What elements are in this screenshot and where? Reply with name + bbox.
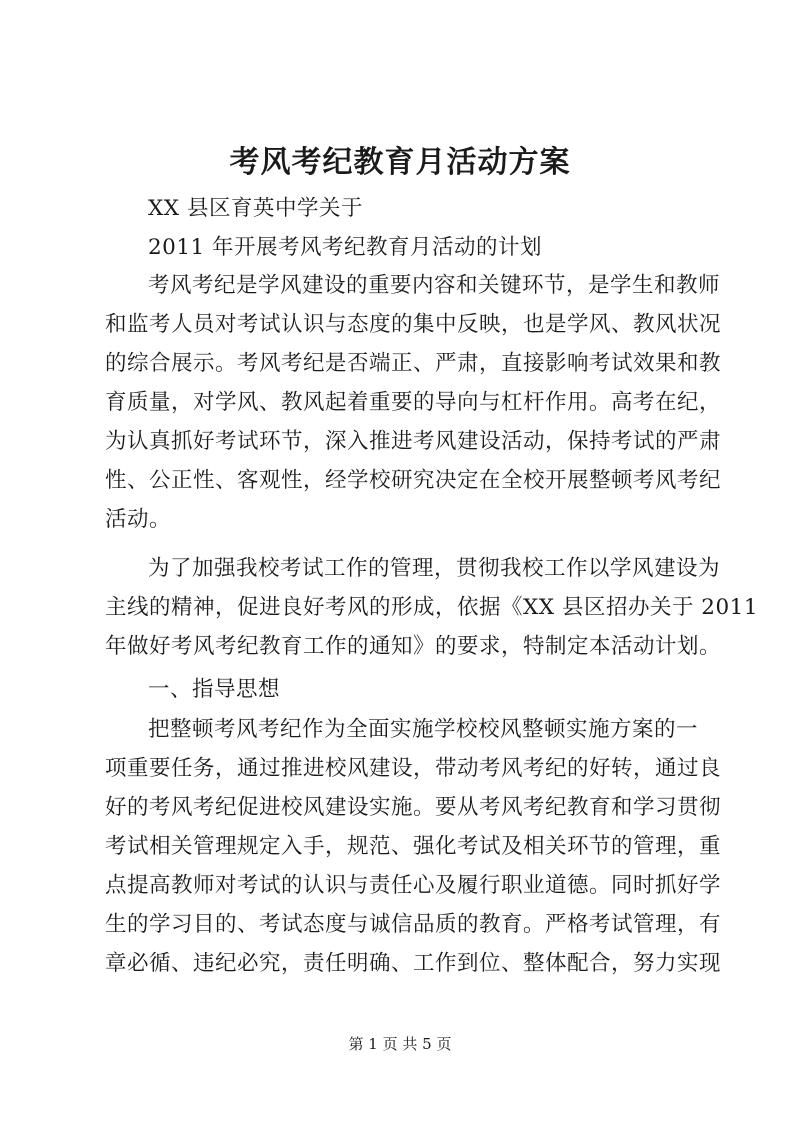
body-line-4: 和监考人员对考试认识与态度的集中反映，也是学风、教风状况	[105, 312, 722, 337]
body-line-7: 为认真抓好考试环节，深入推进考风建设活动，保持考试的严肃	[105, 429, 722, 454]
body-line-12: 年做好考风考纪教育工作的通知》的要求，特制定本活动计划。	[105, 634, 722, 659]
body-line-16: 好的考风考纪促进校风建设实施。要从考风考纪教育和学习贯彻	[105, 795, 722, 820]
body-line-1: XX 县区育英中学关于	[148, 196, 363, 221]
document-title: 考风考纪教育月活动方案	[229, 145, 571, 180]
body-line-3: 考风考纪是学风建设的重要内容和关键环节，是学生和教师	[148, 273, 721, 298]
body-line-5: 的综合展示。考风考纪是否端正、严肃，直接影响考试效果和教	[105, 351, 722, 376]
body-line-10: 为了加强我校考试工作的管理，贯彻我校工作以学风建设为	[148, 556, 721, 581]
body-line-9: 活动。	[105, 507, 172, 532]
body-line-11: 主线的精神，促进良好考风的形成，依据《XX 县区招办关于 2011	[105, 595, 758, 620]
body-line-19: 生的学习目的、考试态度与诚信品质的教育。严格考试管理，有	[105, 912, 722, 937]
body-line-15: 项重要任务，通过推进校风建设，带动考风考纪的好转，通过良	[105, 756, 722, 781]
body-line-18: 点提高教师对考试的认识与责任心及履行职业道德。同时抓好学	[105, 873, 722, 898]
body-line-17: 考试相关管理规定入手，规范、强化考试及相关环节的管理，重	[105, 834, 722, 859]
body-line-20: 章必循、违纪必究，责任明确、工作到位、整体配合，努力实现	[105, 951, 722, 976]
body-line-14: 把整顿考风考纪作为全面实施学校校风整顿实施方案的一	[148, 717, 699, 742]
section-heading-1: 一、指导思想	[148, 677, 281, 702]
body-line-6: 育质量，对学风、教风起着重要的导向与杠杆作用。高考在纪，	[105, 390, 722, 415]
body-line-8: 性、公正性、客观性，经学校研究决定在全校开展整顿考风考纪	[105, 468, 722, 493]
page-number-footer: 第 1 页 共 5 页	[348, 1035, 452, 1053]
body-line-2: 2011 年开展考风考纪教育月活动的计划	[148, 235, 543, 260]
